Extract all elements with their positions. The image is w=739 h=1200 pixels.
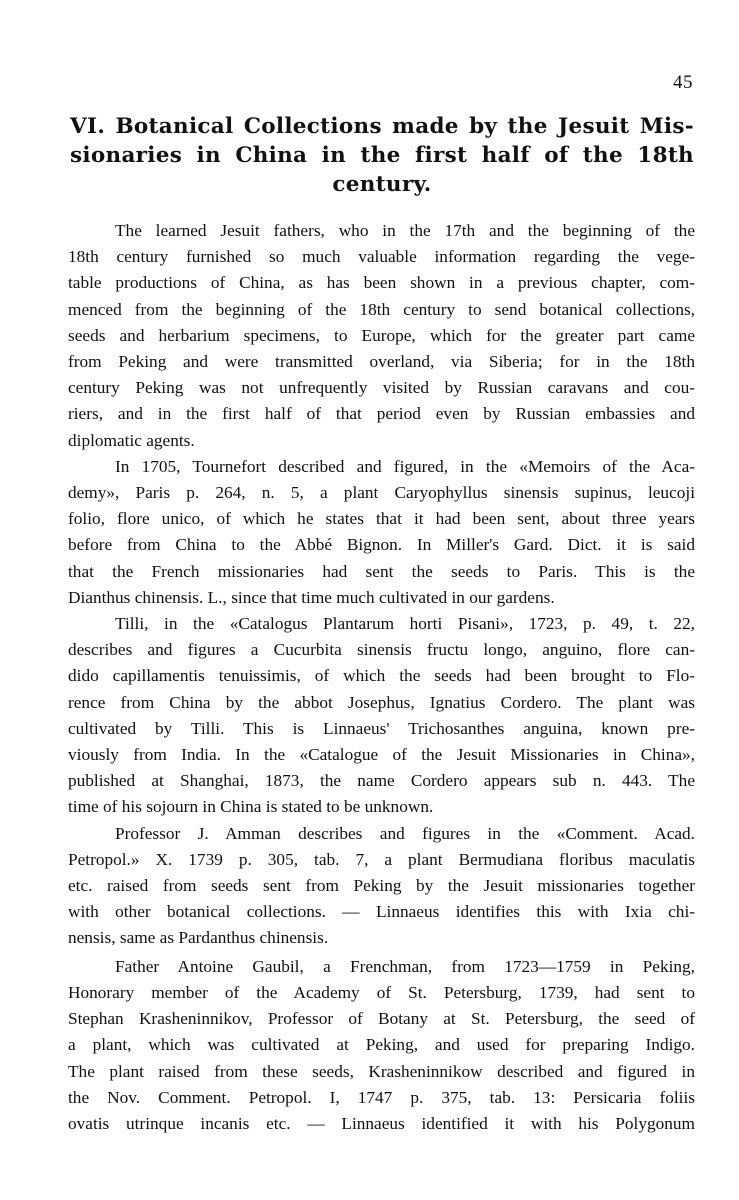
text-line: The plant raised from these seeds, Krasheninnikow described and figured in [68, 1061, 695, 1081]
text-line: 18th century furnished so much valuable information regarding the vege- [68, 247, 695, 267]
text-line: dido capillamentis tenuissimis, of which the seeds had been brought to Flo- [68, 666, 695, 686]
text-line: table productions of China, as has been shown in a previous chapter, com- [68, 273, 695, 293]
text-line: rence from China by the abbot Josephus, Ignatius Cordero. The plant was [68, 692, 695, 712]
text-line: a plant, which was cultivated at Peking, and used for preparing Indigo. [68, 1035, 695, 1055]
text-line: that the French missionaries had sent the seeds to Paris. This is the [68, 561, 695, 581]
text-line: before from China to the Abbé Bignon. In Miller's Gard. Dict. it is said [68, 535, 695, 555]
text-line: Honorary member of the Academy of St. Petersburg, 1739, had sent to [68, 982, 695, 1002]
text-line: demy», Paris p. 264, n. 5, a plant Caryophyllus sinensis supinus, leucoji [68, 483, 695, 503]
text-line: from Peking and were transmitted overland, via Siberia; for in the 18th [68, 352, 695, 372]
text-line: diplomatic agents. [68, 430, 195, 450]
text-line: Professor J. Amman describes and figures in the «Comment. Acad. [115, 823, 695, 843]
text-line: cultivated by Tilli. This is Linnaeus' Trichosanthes anguina, known pre- [68, 718, 695, 738]
text-line: viously from India. In the «Catalogue of the Jesuit Missionaries in China», [68, 745, 695, 765]
heading-line: sionaries in China in the first half of the 18th [70, 143, 694, 168]
text-line: riers, and in the first half of that period even by Russian embassies and [68, 404, 695, 424]
paragraph-amman [68, 821, 695, 952]
text-line: seeds and herbarium specimens, to Europe, which for the greater part came [68, 325, 695, 345]
paragraph-tournefort [68, 454, 695, 611]
text-line: folio, flore unico, of which he states that it had been sent, about three years [68, 509, 695, 529]
text-line: the Nov. Comment. Petropol. I, 1747 p. 375, tab. 13: Persicaria foliis [68, 1087, 695, 1107]
body-text [68, 218, 695, 1137]
text-line: Dianthus chinensis. L., since that time much cultivated in our gardens. [68, 587, 555, 607]
text-line: menced from the beginning of the 18th century to send botanical collections, [68, 299, 695, 319]
paragraph-gaubil [68, 954, 695, 1137]
text-line: ovatis utrinque incanis etc. — Linnaeus identified it with his Polygonum [68, 1113, 695, 1133]
section-heading [70, 112, 694, 199]
heading-line: century. [332, 172, 432, 197]
text-line: The learned Jesuit fathers, who in the 17th and the beginning of the [115, 221, 695, 240]
text-line: Stephan Krasheninnikov, Professor of Botany at St. Petersburg, the seed of [68, 1009, 695, 1029]
paragraph-tilli [68, 611, 695, 821]
text-line: In 1705, Tournefort described and figured, in the «Memoirs of the Aca- [115, 456, 695, 476]
text-line: nensis, same as Pardanthus chinensis. [68, 928, 329, 948]
text-line: with other botanical collections. — Linnaeus identifies this with Ixia chi- [68, 902, 695, 922]
heading-line: VI. Botanical Collections made by the Jesuit Mis- [70, 114, 694, 139]
text-line: time of his sojourn in China is stated to be unknown. [68, 797, 434, 817]
text-line: describes and figures a Cucurbita sinensis fructu longo, anguino, flore can- [68, 640, 695, 660]
page-number: 45 [673, 72, 693, 93]
text-line: Father Antoine Gaubil, a Frenchman, from 1723—1759 in Peking, [115, 956, 695, 976]
text-line: published at Shanghai, 1873, the name Cordero appears sub n. 443. The [68, 771, 695, 791]
text-line: century Peking was not unfrequently visited by Russian caravans and cou- [68, 378, 695, 398]
text-line: Tilli, in the «Catalogus Plantarum horti Pisani», 1723, p. 49, t. 22, [115, 614, 695, 634]
paragraph-jesuit-collections [68, 218, 695, 454]
text-line: etc. raised from seeds sent from Peking by the Jesuit missionaries together [68, 876, 695, 896]
text-line: Petropol.» X. 1739 p. 305, tab. 7, a plant Bermudiana floribus maculatis [68, 849, 695, 869]
